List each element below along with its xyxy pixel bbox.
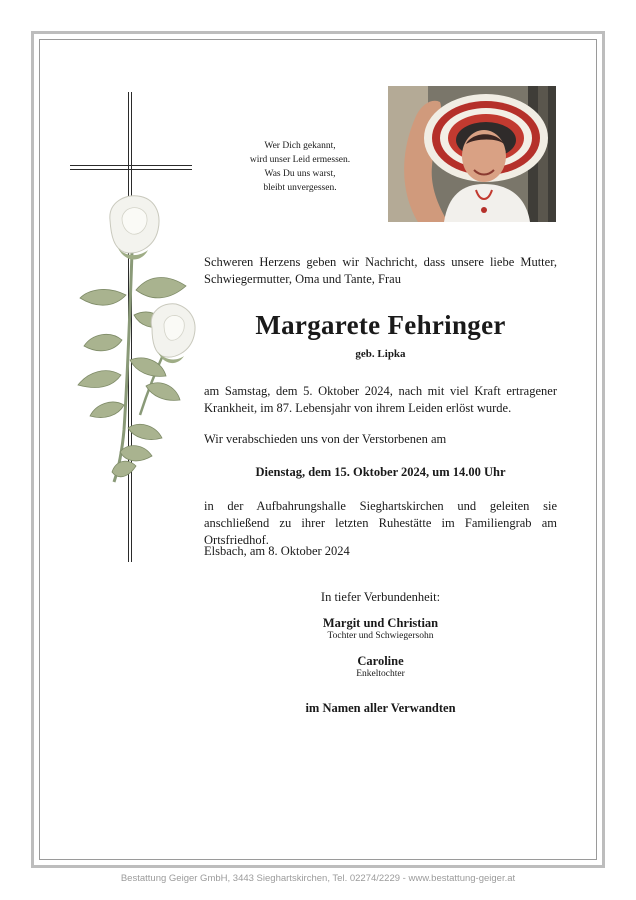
mourner-relation: Enkeltochter xyxy=(356,669,405,679)
ceremony-date: Dienstag, dem 15. Oktober 2024, um 14.00 Uhr xyxy=(255,465,506,479)
mourner-name: Caroline xyxy=(357,654,404,668)
mourner-relation: Tochter und Schwiegersohn xyxy=(327,631,434,641)
memorial-verse xyxy=(230,139,370,195)
closing-line: im Namen aller Verwandten xyxy=(305,701,456,715)
announcement-intro: Schweren Herzens geben wir Nachricht, dass unsere liebe Mutter, Schwiegermutter, Oma und Tante, Frau xyxy=(204,255,557,286)
farewell-text: Wir verabschieden uns von der Verstorbenen am xyxy=(204,432,447,446)
verse-line: Was Du uns warst, xyxy=(264,169,336,179)
verse-line: wird unser Leid ermessen. xyxy=(249,155,351,165)
birth-name: geb. Lipka xyxy=(355,348,406,360)
mourner-name: Margit und Christian xyxy=(322,616,439,630)
deceased-name: Margarete Fehringer xyxy=(255,310,506,340)
verse-line: bleibt unvergessen. xyxy=(263,183,337,193)
white-roses-illustration xyxy=(66,190,211,495)
mourners-heading: In tiefer Verbundenheit: xyxy=(320,590,441,604)
ceremony-place: in der Aufbahrungshalle Sieghartskirchen und geleiten sie anschließend zu ihrer letzten Ruhestätte im Familiengrab am Ortsfriedhof. xyxy=(204,499,557,547)
funeral-home-footer: Bestattung Geiger GmbH, 3443 Sieghartskirchen, Tel. 02274/2229 - www.bestattung-geiger.at xyxy=(120,873,516,884)
passing-text: am Samstag, dem 5. Oktober 2024, nach mit viel Kraft ertragener Krankheit, im 87. Lebensjahr von ihrem Leiden erlöst wurde. xyxy=(204,384,557,415)
portrait-photo xyxy=(388,86,556,222)
place-and-date: Elsbach, am 8. Oktober 2024 xyxy=(204,544,350,558)
cross-horizontal-beam xyxy=(70,165,192,170)
verse-line: Wer Dich gekannt, xyxy=(264,141,336,151)
